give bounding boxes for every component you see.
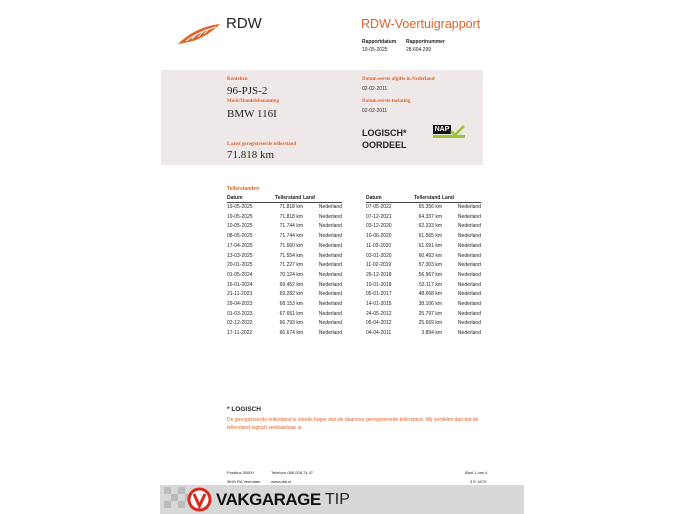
footer-phone: Telefoon 088-008 74 47 xyxy=(271,470,314,475)
first-admission-value: 02-02-2011 xyxy=(362,108,388,114)
row-date: 26-12-2018 xyxy=(366,271,392,278)
row-odometer: 56.967 km xyxy=(418,271,442,278)
table-header-row xyxy=(227,195,342,203)
report-date-label: Rapportdatum xyxy=(362,39,397,45)
table-row xyxy=(227,290,342,300)
row-country: Nederland xyxy=(457,271,481,278)
first-admission-label: Datum eerste toelating xyxy=(362,99,411,104)
row-odometer: 64.337 km xyxy=(418,213,442,220)
row-odometer: 66.674 km xyxy=(279,330,303,337)
footer-page: Blad 1 van 4 xyxy=(465,470,488,475)
plate-label: Kenteken xyxy=(227,77,248,82)
vakgarage-logo-icon xyxy=(187,487,212,512)
table-row xyxy=(227,261,342,271)
row-date: 19-05-2025 xyxy=(227,213,253,220)
row-odometer: 71.554 km xyxy=(279,252,303,259)
table-row xyxy=(227,281,342,291)
row-date: 05-01-2017 xyxy=(366,291,392,298)
row-country: Nederland xyxy=(318,242,342,249)
row-odometer: 71.818 km xyxy=(279,204,303,210)
row-odometer: 62.333 km xyxy=(418,223,442,230)
row-odometer: 65.356 km xyxy=(418,204,442,210)
summary-panel xyxy=(161,70,483,165)
table-row xyxy=(366,213,481,223)
table-body-right xyxy=(366,203,481,339)
row-odometer: 61.091 km xyxy=(418,242,442,249)
plate-value: 96-PJS-2 xyxy=(227,85,268,97)
col-odometer: Tellerstand xyxy=(414,195,441,201)
col-date: Datum xyxy=(227,195,275,203)
row-country: Nederland xyxy=(457,320,481,327)
footer-address1: Postbus 30000 xyxy=(227,470,254,475)
table-row xyxy=(227,222,342,232)
row-country: Nederland xyxy=(318,233,342,240)
table-row xyxy=(366,329,481,339)
footer-address2: 9640 RA Veendam xyxy=(227,479,261,484)
table-row xyxy=(366,281,481,291)
col-date: Datum xyxy=(366,195,414,203)
odometer-label: Laatst geregistreerde tellerstand xyxy=(227,142,297,147)
row-odometer: 25.669 km xyxy=(418,320,442,327)
row-odometer: 71.818 km xyxy=(279,213,303,220)
row-date: 01-05-2024 xyxy=(227,271,253,278)
col-odometer: Tellerstand xyxy=(275,195,302,201)
row-odometer: 69.282 km xyxy=(279,291,303,298)
table-row xyxy=(366,242,481,252)
table-row xyxy=(366,232,481,242)
row-date: 13-03-2025 xyxy=(227,252,253,259)
rdw-logo-icon xyxy=(176,22,222,46)
table-row xyxy=(227,203,342,213)
row-odometer: 48.668 km xyxy=(418,291,442,298)
row-date: 10-01-2018 xyxy=(366,281,392,288)
row-date: 29-04-2023 xyxy=(227,301,253,308)
row-odometer: 67.651 km xyxy=(279,310,303,317)
report-date: 19-05-2025 xyxy=(362,47,388,53)
col-country: Land xyxy=(303,195,342,203)
row-date: 03-01-2020 xyxy=(366,252,392,259)
row-odometer: 25.797 km xyxy=(418,310,442,317)
footer-code: 3 E 1679 xyxy=(470,479,487,484)
table-row xyxy=(227,213,342,223)
report-number-label: Rapportnummer xyxy=(406,39,445,45)
row-odometer: 71.744 km xyxy=(279,223,303,230)
table-row xyxy=(227,310,342,320)
verdict: LOGISCH* xyxy=(362,128,407,138)
table-row xyxy=(227,271,342,281)
row-country: Nederland xyxy=(318,320,342,327)
row-country: Nederland xyxy=(457,242,481,249)
table-header-row xyxy=(366,195,481,203)
row-date: 07-12-2021 xyxy=(366,213,392,220)
table-row xyxy=(366,252,481,262)
row-date: 10-06-2020 xyxy=(366,233,392,240)
table-body-left xyxy=(227,203,342,339)
verdict-sub: OORDEEL xyxy=(362,140,407,150)
row-country: Nederland xyxy=(457,310,481,317)
row-date: 02-12-2022 xyxy=(227,320,253,327)
table-row xyxy=(366,203,481,213)
row-date: 17-11-2022 xyxy=(227,330,253,337)
note-text: De geregistreerde tellerstand is steeds hoger dan de daarvoor geregistreerde tellerstand. Wij oordelen dan dat de tellerstand logisch verklaarbaar is. xyxy=(227,417,479,431)
row-country: Nederland xyxy=(318,310,342,317)
row-country: Nederland xyxy=(457,281,481,288)
row-odometer: 69.452 km xyxy=(279,281,303,288)
row-country: Nederland xyxy=(318,291,342,298)
row-date: 24-05-2012 xyxy=(366,310,392,317)
row-country: Nederland xyxy=(457,204,481,210)
row-odometer: 71.744 km xyxy=(279,233,303,240)
table-row xyxy=(366,319,481,329)
row-date: 08-05-2025 xyxy=(227,233,253,240)
row-date: 01-03-2023 xyxy=(227,310,253,317)
odometer-table-left xyxy=(227,195,342,339)
row-country: Nederland xyxy=(318,301,342,308)
row-country: Nederland xyxy=(318,252,342,259)
row-country: Nederland xyxy=(457,291,481,298)
report-number: 28.604.299 xyxy=(406,47,432,53)
table-row xyxy=(366,271,481,281)
row-date: 17-04-2025 xyxy=(227,242,253,249)
row-country: Nederland xyxy=(457,252,481,259)
row-date: 19-05-2025 xyxy=(227,204,253,210)
row-odometer: 70.124 km xyxy=(279,271,303,278)
table-row xyxy=(366,222,481,232)
row-date: 10-05-2025 xyxy=(227,223,253,230)
make-value: BMW 116I xyxy=(227,108,277,120)
table-row xyxy=(227,300,342,310)
note-title: * LOGISCH xyxy=(227,406,261,413)
nap-logo xyxy=(433,125,465,138)
table-row xyxy=(227,329,342,339)
row-odometer: 3.894 km xyxy=(421,330,442,337)
row-country: Nederland xyxy=(318,204,342,210)
row-country: Nederland xyxy=(318,223,342,230)
row-country: Nederland xyxy=(457,262,481,269)
row-date: 05-04-2012 xyxy=(366,320,392,327)
vakgarage-banner[interactable] xyxy=(160,485,524,514)
table-row xyxy=(366,261,481,271)
table-row xyxy=(366,300,481,310)
make-label: Merk/Handelsbenaming xyxy=(227,99,279,104)
first-nl-value: 02-02-2011 xyxy=(362,86,388,92)
banner-suffix: TIP xyxy=(325,491,350,508)
row-odometer: 61.565 km xyxy=(418,233,442,240)
row-date: 11-02-2019 xyxy=(366,262,392,269)
report-title: RDW-Voertuigrapport xyxy=(361,17,481,31)
row-date: 11-03-2020 xyxy=(366,242,392,249)
row-odometer: 66.793 km xyxy=(279,320,303,327)
table-row xyxy=(227,319,342,329)
banner-brand: VAKGARAGE xyxy=(216,490,321,509)
odometer-table-right xyxy=(366,195,481,339)
org-name: RDW xyxy=(226,15,262,32)
table-row xyxy=(227,232,342,242)
table-row xyxy=(366,290,481,300)
footer-web[interactable]: www.rdw.nl xyxy=(271,479,292,484)
row-country: Nederland xyxy=(318,330,342,337)
table-row xyxy=(227,252,342,262)
row-date: 20-01-2025 xyxy=(227,262,253,269)
row-country: Nederland xyxy=(457,330,481,337)
row-country: Nederland xyxy=(318,271,342,278)
row-country: Nederland xyxy=(457,223,481,230)
nap-logo-text: NAP xyxy=(434,126,450,133)
row-odometer: 68.153 km xyxy=(279,301,303,308)
row-country: Nederland xyxy=(457,233,481,240)
row-date: 14-01-2015 xyxy=(366,301,392,308)
table-row xyxy=(227,242,342,252)
row-odometer: 53.117 km xyxy=(419,281,442,288)
row-odometer: 71.660 km xyxy=(279,242,303,249)
row-country: Nederland xyxy=(318,213,342,220)
row-date: 04-04-2011 xyxy=(366,330,392,337)
odometer-value: 71.818 km xyxy=(227,149,275,161)
table-section-title: Tellerstanden xyxy=(227,186,260,192)
table-row xyxy=(366,310,481,320)
row-date: 07-05-2022 xyxy=(366,204,392,210)
row-odometer: 38.106 km xyxy=(418,301,442,308)
row-country: Nederland xyxy=(318,281,342,288)
row-odometer: 60.493 km xyxy=(418,252,442,259)
col-country: Land xyxy=(442,195,481,203)
row-country: Nederland xyxy=(318,262,342,269)
row-odometer: 57.303 km xyxy=(418,262,442,269)
row-country: Nederland xyxy=(457,213,481,220)
first-nl-label: Datum eerste afgifte in Nederland xyxy=(362,77,435,82)
row-date: 03-12-2020 xyxy=(366,223,392,230)
row-odometer: 71.227 km xyxy=(279,262,303,269)
row-country: Nederland xyxy=(457,301,481,308)
row-date: 16-01-2024 xyxy=(227,281,253,288)
row-date: 21-11-2023 xyxy=(227,291,253,298)
